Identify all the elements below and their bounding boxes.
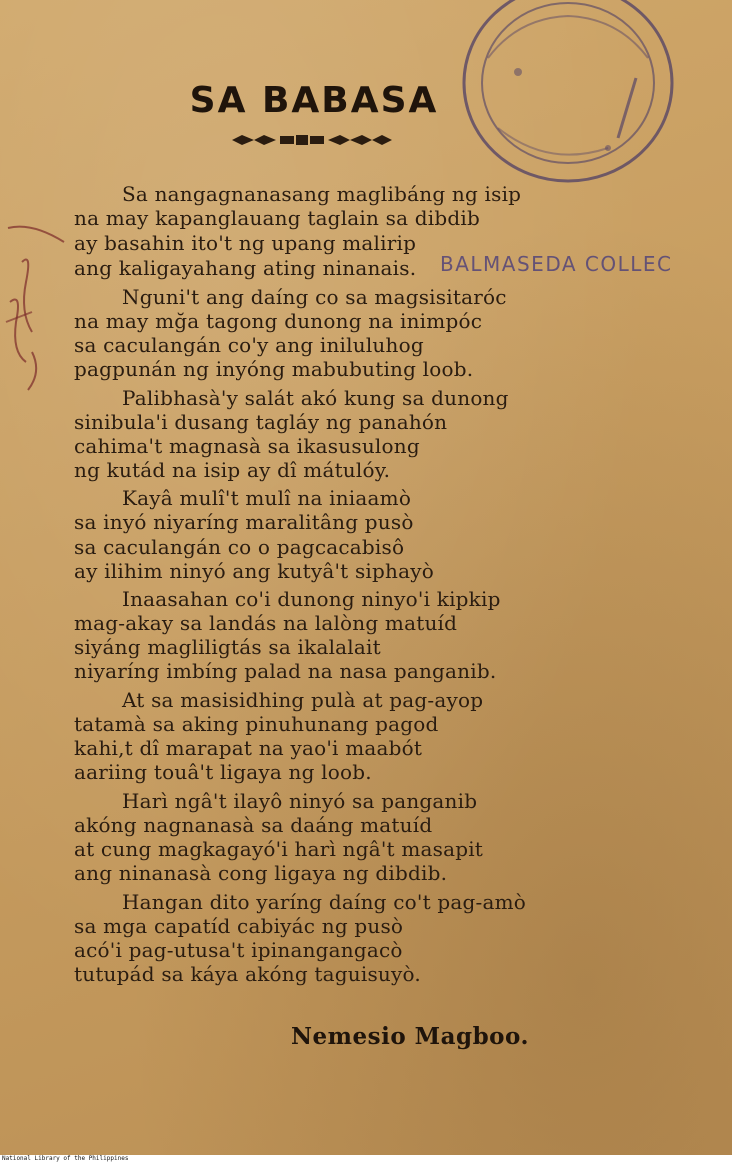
poem-line: ng kutád na isip ay dî mátulóy. <box>74 458 391 482</box>
poem-line: ang kaligayahang ating ninanais. <box>74 256 417 280</box>
poem-line: tatamà sa aking pinuhunang pagod <box>74 712 439 736</box>
poem-line: Sa nangagnanasang maglibáng ng isip <box>122 182 522 206</box>
collection-stamp: BALMASEDA COLLEC <box>440 252 673 276</box>
poem-line: ay ilihim ninyó ang kutyâ't siphayò <box>74 559 434 583</box>
poem-line: ay basahin ito't ng upang malirip <box>74 231 417 255</box>
poem-line: Nguni't ang daíng co sa magsisitaróc <box>122 285 507 309</box>
poem-line: sa inyó niyaríng maralitâng pusò <box>74 510 414 534</box>
poem-line: akóng nagnanasà sa daáng matuíd <box>74 813 433 837</box>
poem-line: sa mga capatíd cabiyác ng pusò <box>74 914 404 938</box>
poem-line: na may kapanglauang taglain sa dibdib <box>74 206 480 230</box>
poem-line: ang ninanasà cong ligaya ng dibdib. <box>74 861 448 885</box>
poem-line: cahima't magnasà sa ikasusulong <box>74 434 420 458</box>
poem-line: At sa masisidhing pulà at pag-ayop <box>122 688 484 712</box>
poem-line: Palibhasà'y salát akó kung sa dunong <box>122 386 509 410</box>
poem-line: Inaasahan co'i dunong ninyo'i kipkip <box>122 587 501 611</box>
poem-line: niyaríng imbíng palad na nasa panganib. <box>74 659 497 683</box>
handwritten-call-number <box>2 212 68 402</box>
divider-ornament-icon <box>232 133 392 147</box>
poem-line: siyáng magliligtás sa ikalalait <box>74 635 381 659</box>
poem-line: pagpunán ng inyóng mabubuting loob. <box>74 357 474 381</box>
author-signature: Nemesio Magboo. <box>291 1023 529 1050</box>
poem-line: aariing touâ't ligaya ng loob. <box>74 760 372 784</box>
poem-line: mag-akay sa landás na lalòng matuíd <box>74 611 458 635</box>
poem-line: at cung magkagayó'i harì ngâ't masapit <box>74 837 484 861</box>
page-title: SA BABASA <box>189 80 439 121</box>
poem-line: tutupád sa káya akóng taguisuyò. <box>74 962 421 986</box>
poem-line: na may mğa tagong dunong na inimpóc <box>74 309 483 333</box>
poem-line: sa caculangán co'y ang iniluluhog <box>74 333 424 357</box>
poem-line: Harì ngâ't ilayô ninyó sa panganib <box>122 789 478 813</box>
scan-footer: National Library of the Philippines <box>2 1155 129 1162</box>
poem-line: sa caculangán co o pagcacabisô <box>74 535 405 559</box>
poem-line: kahi,t dî marapat na yao'i maabót <box>74 736 423 760</box>
poem-line: Hangan dito yaríng daíng co't pag-amò <box>122 890 526 914</box>
poem-line: acó'i pag-utusa't ipinangangacò <box>74 938 403 962</box>
poem-line: sinibula'i dusang tagláy ng panahón <box>74 410 448 434</box>
poem-line: Kayâ mulî't mulî na iniaamò <box>122 486 412 510</box>
